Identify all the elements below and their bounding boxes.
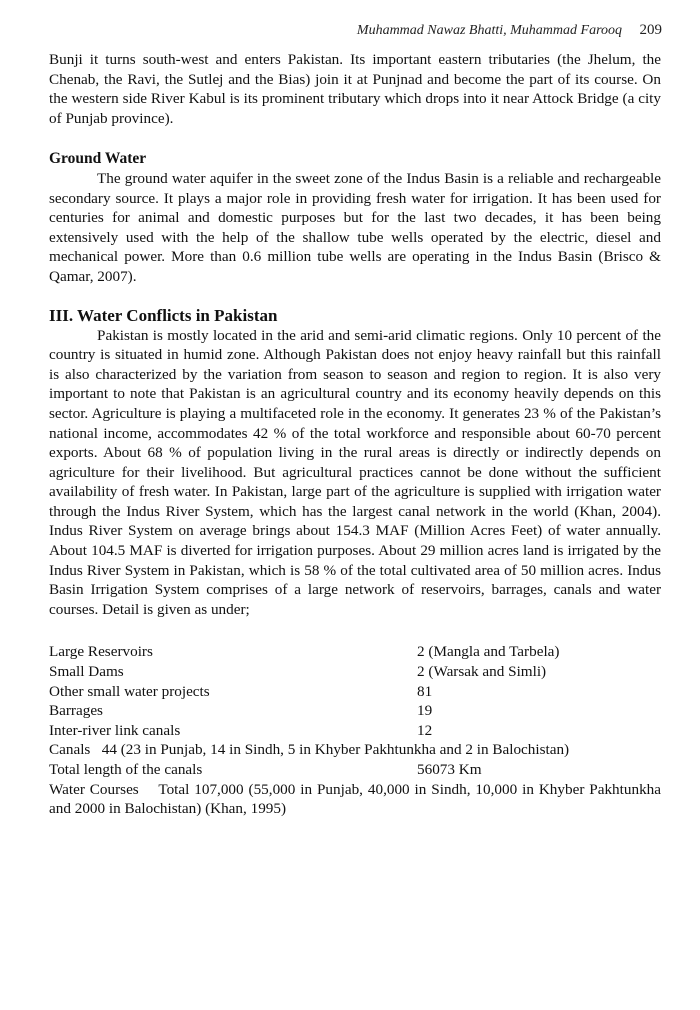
- facts-label: Large Reservoirs: [49, 643, 153, 661]
- section-paragraph: Pakistan is mostly located in the arid and semi-arid climatic regions. Only 10 percent of the country is situated in humid zone. Although Pakistan does not enjoy heavy rainfall but this rainfall is also characterized by the variation from season to season and region to region. It is also very important to note that Pakistan is an agricultural country and its economy heavily depends on this sector. Agriculture is playing a multifaceted role in the economy. It generates 23 % of the Pakistan’s national income, accommodates 42 % of the total workforce and responsible about 60-70 percent exports. About 68 % of population living in the rural areas is directly or indirectly depends on agriculture for their livelihood. But agricultural practices cannot be done without the sufficient availability of fresh water. In Pakistan, large part of the agriculture is supplied with irrigation water through the Indus River System, which has the largest canal network in the world (Khan, 2004). Indus River System on average brings about 154.3 MAF (Million Acres Feet) of water annually. About 104.5 MAF is diverted for irrigation purposes. About 29 million acres land is irrigated by the Indus River System in Pakistan, which is 58 % of the total cultivated area of 50 million acres. Indus Basin Irrigation System comprises of a large network of reservoirs, barrages, canals and water courses. Detail is given as under;: [49, 326, 661, 618]
- facts-label: Small Dams: [49, 663, 124, 681]
- intro-paragraph: Bunji it turns south-west and enters Pakistan. Its important eastern tributaries (the Jhelum, the Chenab, the Ravi, the Sutlej and the Bias) join it at Punjnad and become the part of its course. On the western side River Kabul is its prominent tributary which drops into it near Attock Bridge (a city of Punjab province).: [49, 51, 661, 127]
- facts-value: 56073 Km: [417, 761, 482, 778]
- ground-water-paragraph: The ground water aquifer in the sweet zone of the Indus Basin is a reliable and rechargeable secondary source. It plays a major role in providing fresh water for irrigation. It has been used for centuries for animal and domestic purposes but for the last two decades, it has been being extensively used with the help of the shallow tube wells operated by the electric, diesel and mechanical power. More than 0.6 million tube wells are operating in the Indus Basin (Brisco & Qamar, 2007).: [49, 169, 661, 285]
- irrigation-facts-list: [49, 642, 661, 818]
- section-heading: III. Water Conflicts in Pakistan: [49, 305, 278, 325]
- facts-row: [49, 760, 661, 780]
- canals-line: Canals 44 (23 in Punjab, 14 in Sindh, 5 in Khyber Pakhtunkha and 2 in Balochistan): [49, 741, 570, 759]
- facts-row: [49, 642, 661, 662]
- facts-value: 12: [417, 721, 433, 739]
- facts-value: 19: [417, 702, 433, 720]
- facts-label: Total length of the canals: [49, 761, 203, 778]
- facts-label: Barrages: [49, 702, 103, 720]
- facts-label: Inter-river link canals: [49, 721, 181, 739]
- facts-value: 2 (Mangla and Tarbela): [417, 643, 560, 661]
- facts-row: [49, 662, 661, 682]
- header-authors: Muhammad Nawaz Bhatti, Muhammad Farooq: [356, 23, 622, 38]
- water-courses-line: Water Courses Total 107,000 (55,000 in Punjab, 40,000 in Sindh, 10,000 in Khyber Pakhtunkha and 2000 in Balochistan) (Khan, 1995): [49, 780, 661, 818]
- running-header: [357, 22, 662, 39]
- page-body: [49, 50, 661, 819]
- facts-row: [49, 682, 661, 702]
- facts-value: 81: [417, 682, 433, 700]
- facts-value: 2 (Warsak and Simli): [417, 663, 547, 681]
- facts-label: Other small water projects: [49, 682, 210, 700]
- facts-row: [49, 701, 661, 721]
- facts-row: [49, 721, 661, 741]
- page-number: 209: [639, 22, 662, 38]
- ground-water-heading: Ground Water: [49, 150, 147, 168]
